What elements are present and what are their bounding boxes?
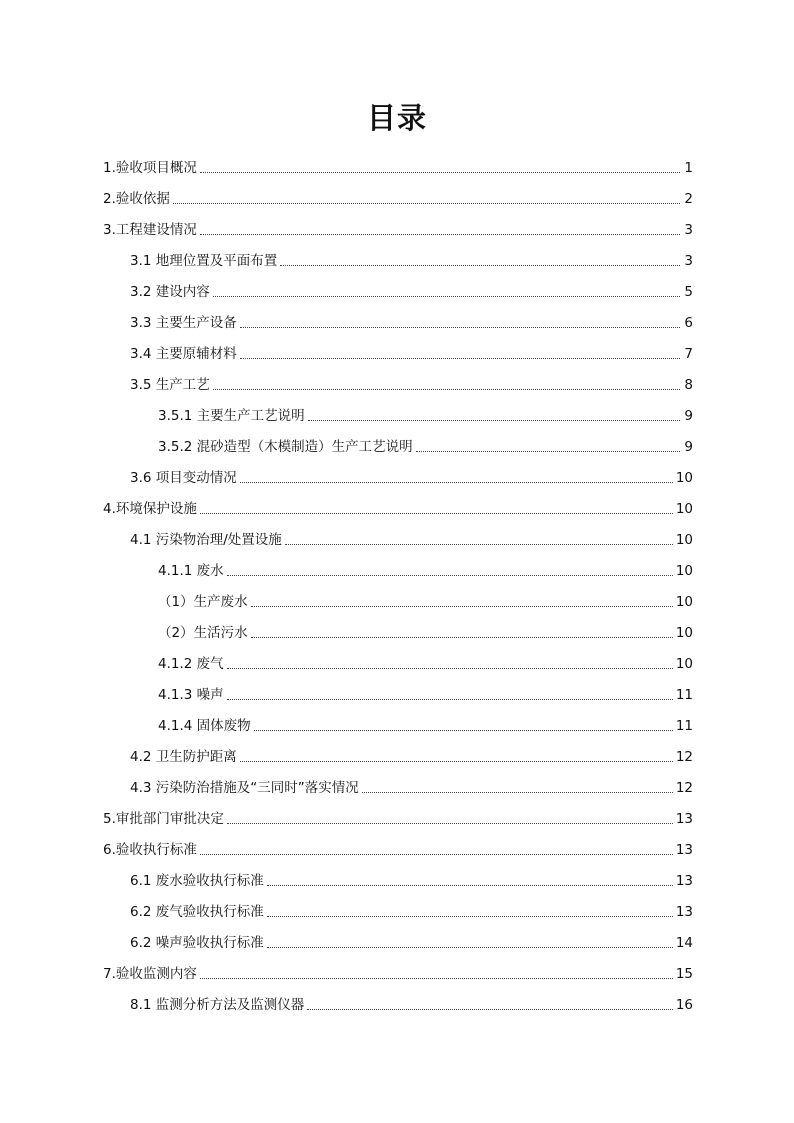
toc-entry[interactable]: [103, 584, 693, 615]
toc-entry-page-number: 9: [684, 439, 693, 455]
toc-dot-leader: [251, 605, 673, 607]
toc-entry-label: 5.审批部门审批决定: [103, 811, 224, 827]
toc-entry[interactable]: [103, 801, 693, 832]
toc-entry[interactable]: [103, 894, 693, 925]
toc-entry-page-number: 12: [675, 780, 693, 796]
toc-entry[interactable]: [103, 553, 693, 584]
toc-entry-label: 3.6 项目变动情况: [130, 470, 237, 486]
toc-dot-leader: [200, 171, 680, 173]
toc-entry-label: 4.环境保护设施: [103, 501, 197, 517]
toc-dot-leader: [213, 388, 680, 390]
toc-entry[interactable]: [103, 150, 693, 181]
toc-dot-leader: [285, 543, 673, 545]
toc-entry-label: （1）生产废水: [158, 594, 248, 610]
toc-entry-page-number: 10: [675, 625, 693, 641]
toc-dot-leader: [200, 233, 680, 235]
toc-dot-leader: [240, 481, 673, 483]
toc-entry-label: 4.1.2 废气: [158, 656, 224, 672]
toc-entry[interactable]: [103, 677, 693, 708]
toc-dot-leader: [200, 853, 673, 855]
toc-entry-label: 8.1 监测分析方法及监测仪器: [130, 997, 305, 1013]
toc-dot-leader: [308, 419, 680, 421]
toc-entry-label: 4.1.4 固体废物: [158, 718, 251, 734]
page-title: 目录: [366, 101, 427, 135]
toc-entry-label: 3.4 主要原辅材料: [130, 346, 237, 362]
toc-entry[interactable]: [103, 956, 693, 987]
toc-entry-page-number: 2: [684, 191, 693, 207]
toc-entry-page-number: 10: [675, 563, 693, 579]
toc-entry-label: 4.1.1 废水: [158, 563, 224, 579]
toc-entry[interactable]: [103, 367, 693, 398]
toc-entry[interactable]: [103, 336, 693, 367]
toc-entry[interactable]: [103, 739, 693, 770]
toc-entry-label: 3.5 生产工艺: [130, 377, 210, 393]
toc-entry[interactable]: [103, 460, 693, 491]
toc-entry-label: 2.验收依据: [103, 191, 170, 207]
toc-entry-page-number: 11: [675, 687, 693, 703]
toc-dot-leader: [267, 915, 673, 917]
toc-dot-leader: [362, 791, 673, 793]
toc-entry-label: 3.5.2 混砂造型（木模制造）生产工艺说明: [158, 439, 413, 455]
toc-entry[interactable]: [103, 243, 693, 274]
toc-dot-leader: [200, 512, 673, 514]
toc-dot-leader: [267, 884, 673, 886]
toc-entry-page-number: 13: [675, 842, 693, 858]
toc-entry[interactable]: [103, 770, 693, 801]
toc-entry-page-number: 14: [675, 935, 693, 951]
toc-entry[interactable]: [103, 398, 693, 429]
toc-entry-page-number: 13: [675, 904, 693, 920]
toc-entry[interactable]: [103, 274, 693, 305]
toc-entry-label: 7.验收监测内容: [103, 966, 197, 982]
toc-entry-page-number: 15: [675, 966, 693, 982]
toc-dot-leader: [227, 698, 673, 700]
toc-dot-leader: [173, 202, 680, 204]
toc-entry-page-number: 3: [684, 253, 693, 269]
toc-entry-page-number: 1: [684, 160, 693, 176]
toc-entry-label: 4.2 卫生防护距离: [130, 749, 237, 765]
toc-entry[interactable]: [103, 832, 693, 863]
toc-entry-page-number: 3: [684, 222, 693, 238]
toc-dot-leader: [307, 1008, 673, 1010]
toc-entry[interactable]: [103, 212, 693, 243]
toc-entry-page-number: 11: [675, 718, 693, 734]
toc-entry-page-number: 16: [675, 997, 693, 1013]
toc-entry-label: 3.5.1 主要生产工艺说明: [158, 408, 305, 424]
toc-entry-page-number: 13: [675, 811, 693, 827]
toc-entry-label: 1.验收项目概况: [103, 160, 197, 176]
toc-entry[interactable]: [103, 491, 693, 522]
toc-dot-leader: [227, 574, 673, 576]
toc-entry-page-number: 10: [675, 594, 693, 610]
toc-entry[interactable]: [103, 522, 693, 553]
toc-dot-leader: [200, 977, 673, 979]
toc-entry-label: 6.2 废气验收执行标准: [130, 904, 264, 920]
toc-dot-leader: [240, 760, 673, 762]
toc-entry-label: 6.2 噪声验收执行标准: [130, 935, 264, 951]
toc-entry[interactable]: [103, 181, 693, 212]
toc-entry[interactable]: [103, 615, 693, 646]
toc-entry-page-number: 9: [684, 408, 693, 424]
toc-entry-label: 3.1 地理位置及平面布置: [130, 253, 278, 269]
table-of-contents: [103, 150, 693, 1018]
toc-entry-page-number: 12: [675, 749, 693, 765]
toc-dot-leader: [254, 729, 673, 731]
toc-entry[interactable]: [103, 987, 693, 1018]
toc-dot-leader: [213, 295, 680, 297]
toc-dot-leader: [227, 667, 673, 669]
toc-entry-page-number: 5: [684, 284, 693, 300]
toc-dot-leader: [240, 326, 680, 328]
toc-entry-page-number: 10: [675, 501, 693, 517]
toc-entry[interactable]: [103, 863, 693, 894]
toc-entry-page-number: 10: [675, 656, 693, 672]
toc-entry-label: 4.1 污染物治理/处置设施: [130, 532, 282, 548]
toc-entry-label: 3.工程建设情况: [103, 222, 197, 238]
toc-entry[interactable]: [103, 646, 693, 677]
toc-entry-label: 6.1 废水验收执行标准: [130, 873, 264, 889]
toc-dot-leader: [267, 946, 673, 948]
toc-entry-page-number: 13: [675, 873, 693, 889]
toc-entry[interactable]: [103, 708, 693, 739]
toc-entry-label: 6.验收执行标准: [103, 842, 197, 858]
toc-dot-leader: [240, 357, 680, 359]
toc-dot-leader: [251, 636, 673, 638]
toc-entry-page-number: 10: [675, 470, 693, 486]
toc-entry-label: 3.3 主要生产设备: [130, 315, 237, 331]
toc-entry-label: 3.2 建设内容: [130, 284, 210, 300]
toc-entry[interactable]: [103, 305, 693, 336]
toc-dot-leader: [227, 822, 673, 824]
toc-entry[interactable]: [103, 925, 693, 956]
toc-entry-page-number: 7: [684, 346, 693, 362]
toc-dot-leader: [280, 264, 680, 266]
toc-entry-page-number: 6: [684, 315, 693, 331]
toc-entry-page-number: 8: [684, 377, 693, 393]
toc-dot-leader: [416, 450, 680, 452]
toc-entry-label: 4.3 污染防治措施及“三同时”落实情况: [130, 780, 359, 796]
toc-entry-label: 4.1.3 噪声: [158, 687, 224, 703]
toc-entry-page-number: 10: [675, 532, 693, 548]
toc-entry-label: （2）生活污水: [158, 625, 248, 641]
toc-entry[interactable]: [103, 429, 693, 460]
